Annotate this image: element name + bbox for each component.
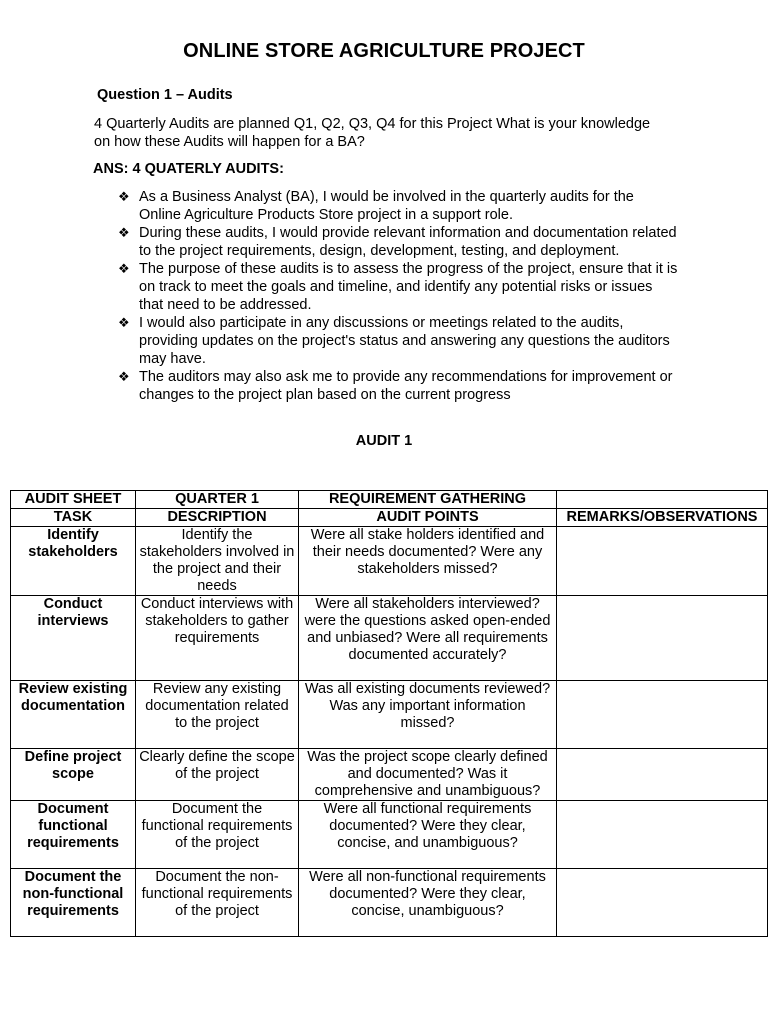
- header-cell: AUDIT POINTS: [299, 509, 557, 527]
- diamond-bullet-icon: ❖: [118, 315, 130, 330]
- remarks-cell: [557, 869, 768, 937]
- header-cell: [557, 491, 768, 509]
- remarks-cell: [557, 527, 768, 596]
- task-cell: Document functional requirements: [11, 801, 136, 869]
- audit-points-cell: Were all non-functional requirements documented? Were they clear, concise, unambiguous?: [299, 869, 557, 937]
- bullet-text: I would also participate in any discussions or meetings related to the audits, providing updates on the project's status and answering any questions the auditors may have.: [139, 315, 670, 367]
- diamond-bullet-icon: ❖: [118, 225, 130, 240]
- remarks-cell: [557, 596, 768, 681]
- diamond-bullet-icon: ❖: [118, 369, 130, 384]
- audit-points-cell: Were all stake holders identified and their needs documented? Were any stakeholders missed?: [299, 527, 557, 596]
- table-row: [11, 801, 768, 869]
- remarks-cell: [557, 801, 768, 869]
- table-row: [11, 681, 768, 749]
- answer-heading: ANS: 4 QUATERLY AUDITS:: [93, 161, 284, 177]
- table-row: [11, 869, 768, 937]
- bullet-item: [118, 368, 678, 404]
- table-row: [11, 596, 768, 681]
- remarks-cell: [557, 749, 768, 801]
- bullet-text: During these audits, I would provide relevant information and documentation related to the project requirements, design, development, testing, and deployment.: [139, 225, 677, 259]
- description-cell: Clearly define the scope of the project: [136, 749, 299, 801]
- question-text: 4 Quarterly Audits are planned Q1, Q2, Q3, Q4 for this Project What is your knowledge on how these Audits will happen for a BA?: [94, 116, 651, 150]
- audit-points-cell: Was all existing documents reviewed? Was any important information missed?: [299, 681, 557, 749]
- bullet-item: [118, 224, 678, 260]
- task-cell: Identify stakeholders: [11, 527, 136, 596]
- audit-points-cell: Were all functional requirements documented? Were they clear, concise, and unambiguous?: [299, 801, 557, 869]
- header-cell: DESCRIPTION: [136, 509, 299, 527]
- header-cell: QUARTER 1: [136, 491, 299, 509]
- description-cell: Document the functional requirements of the project: [136, 801, 299, 869]
- table-row: [11, 527, 768, 596]
- question-heading: Question 1 – Audits: [97, 87, 233, 103]
- bullet-item: [118, 260, 678, 314]
- header-cell: TASK: [11, 509, 136, 527]
- header-cell: REMARKS/OBSERVATIONS: [557, 509, 768, 527]
- description-cell: Document the non-functional requirements of the project: [136, 869, 299, 937]
- bullet-text: As a Business Analyst (BA), I would be involved in the quarterly audits for the Online Agriculture Products Store project in a support role.: [139, 189, 634, 223]
- bullet-text: The auditors may also ask me to provide any recommendations for improvement or changes to the project plan based on the current progress: [139, 369, 673, 403]
- task-cell: Define project scope: [11, 749, 136, 801]
- description-cell: Review any existing documentation related to the project: [136, 681, 299, 749]
- bullet-item: [118, 188, 678, 224]
- task-cell: Conduct interviews: [11, 596, 136, 681]
- description-cell: Identify the stakeholders involved in the project and their needs: [136, 527, 299, 596]
- answer-bullet-list: [118, 188, 678, 404]
- description-cell: Conduct interviews with stakeholders to gather requirements: [136, 596, 299, 681]
- diamond-bullet-icon: ❖: [118, 189, 130, 204]
- table-header-row: [11, 491, 768, 509]
- bullet-item: [118, 314, 678, 368]
- audit-title: AUDIT 1: [355, 433, 413, 449]
- remarks-cell: [557, 681, 768, 749]
- task-cell: Review existing documentation: [11, 681, 136, 749]
- audit-points-cell: Was the project scope clearly defined and documented? Was it comprehensive and unambiguous?: [299, 749, 557, 801]
- header-cell: AUDIT SHEET: [11, 491, 136, 509]
- header-cell: REQUIREMENT GATHERING: [299, 491, 557, 509]
- diamond-bullet-icon: ❖: [118, 261, 130, 276]
- document-title: ONLINE STORE AGRICULTURE PROJECT: [183, 40, 585, 62]
- audit-table: [10, 490, 768, 937]
- table-row: [11, 749, 768, 801]
- table-header-row: [11, 509, 768, 527]
- task-cell: Document the non-functional requirements: [11, 869, 136, 937]
- audit-points-cell: Were all stakeholders interviewed? were the questions asked open-ended and unbiased? Were all requirements documented accurately?: [299, 596, 557, 681]
- bullet-text: The purpose of these audits is to assess the progress of the project, ensure that it is on track to meet the goals and timeline, and identify any potential risks or issues that need to be addressed.: [139, 261, 678, 313]
